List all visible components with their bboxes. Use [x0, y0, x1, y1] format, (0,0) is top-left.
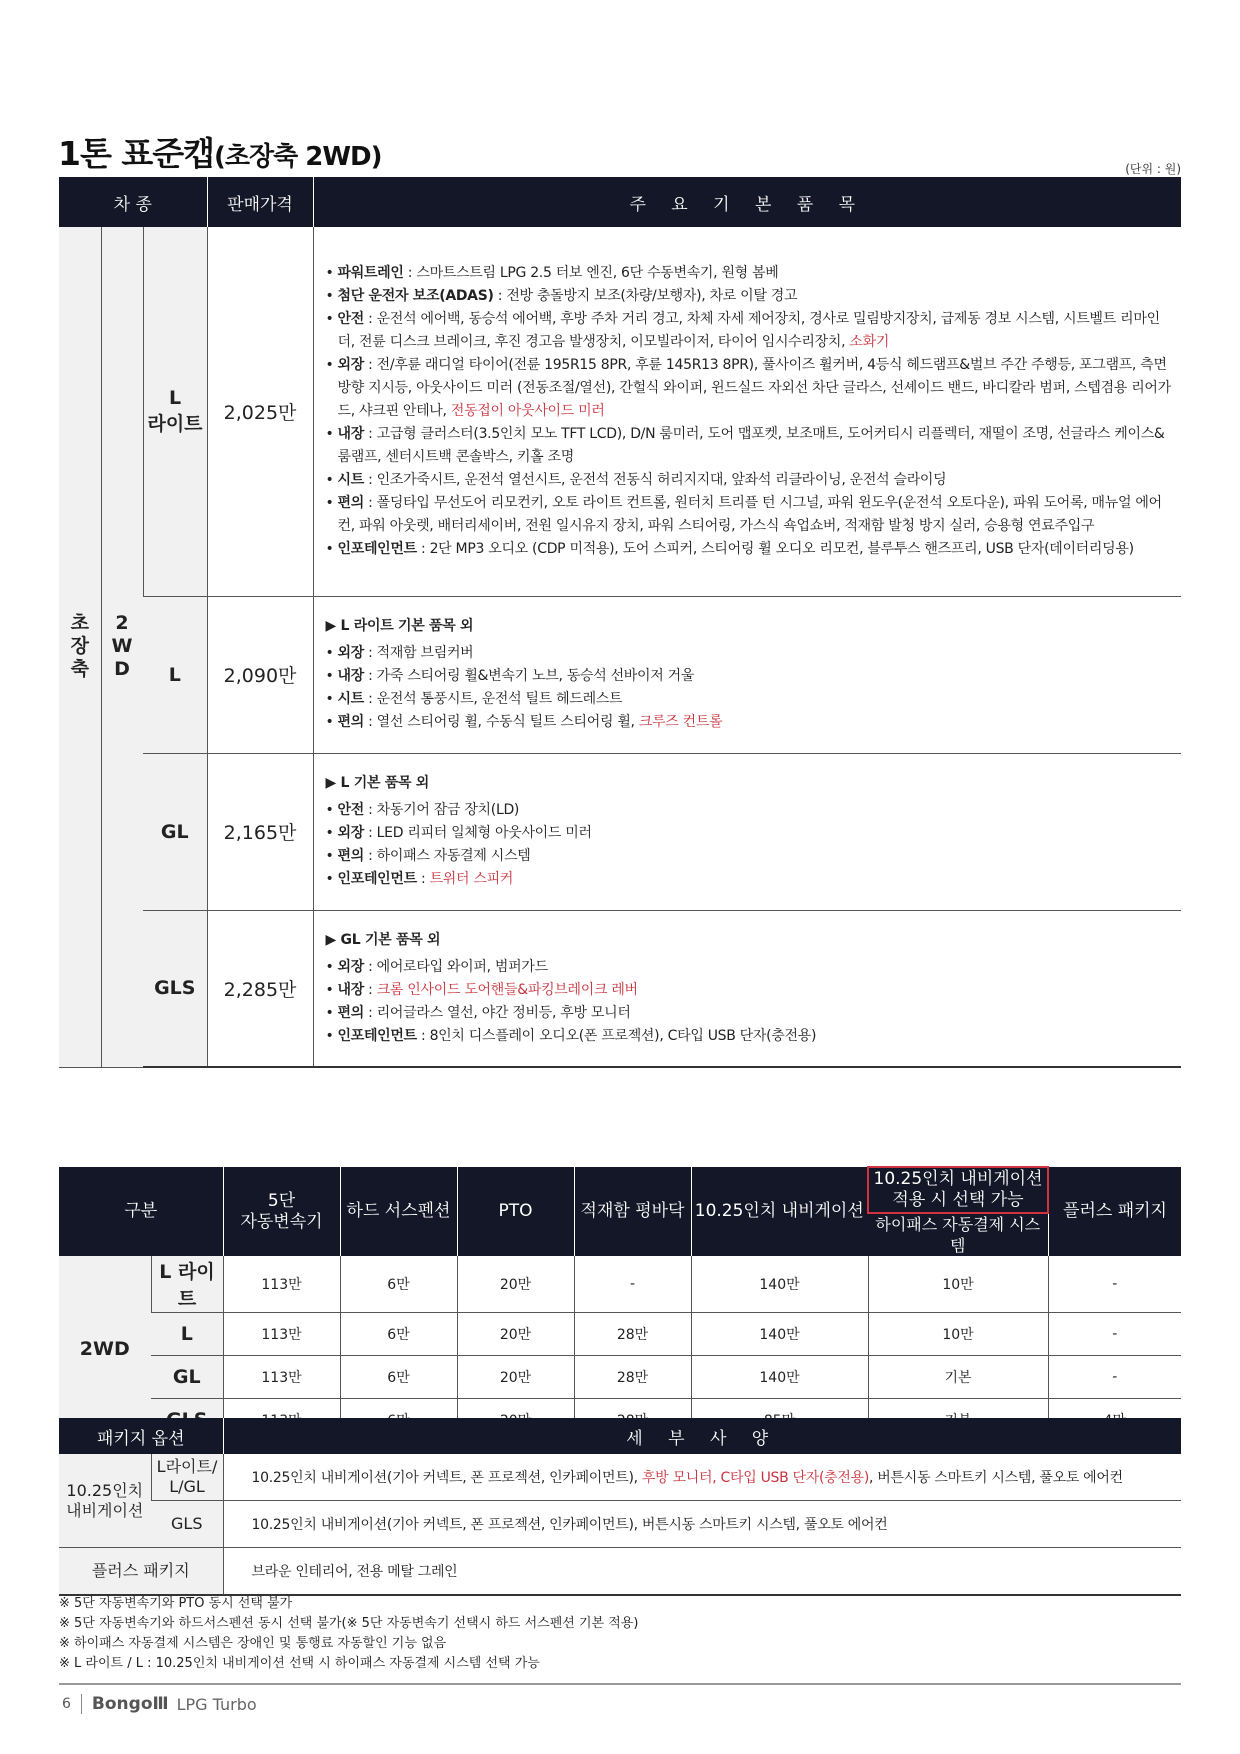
page-title: [58, 128, 382, 175]
feature-item: • 외장 : 적재함 브림커버: [326, 642, 1171, 665]
feature-section-header: ▶ L 라이트 기본 품목 외: [325, 618, 474, 634]
feature-item: • 첨단 운전자 보조(ADAS) : 전방 충돌방지 보조(차량/보행자), 차로 이탈 경고: [326, 285, 1171, 308]
opt-header-transmission: 5단 자동변속기: [223, 1167, 340, 1256]
options-table: [59, 1166, 1181, 1443]
opt-trim: L: [151, 1313, 223, 1356]
feature-item: • 안전 : 차동기어 잠금 장치(LD): [326, 799, 1171, 822]
page-number: 6: [62, 1696, 71, 1712]
opt-value: 28만: [574, 1313, 691, 1356]
price-table: [59, 177, 1181, 1068]
feature-section-header: ▶ L 기본 품목 외: [325, 775, 430, 791]
opt-value: 20만: [457, 1356, 574, 1399]
opt-header-suspension: 하드 서스펜션: [340, 1167, 457, 1256]
feature-item: • 편의 : 리어글라스 열선, 야간 정비등, 후방 모니터: [326, 1002, 1171, 1025]
footer: [62, 1694, 257, 1714]
opt-value: -: [1048, 1313, 1181, 1356]
feature-item: • 외장 : 전/후륜 래디얼 타이어(전륜 195R15 8PR, 후륜 145R13 8PR), 풀사이즈 휠커버, 4등식 헤드램프&벌브 주간 주행등, 포그램프, 측면 방향 지시등, 아웃사이드 미러 (전동조절/열선), 간헐식 와이퍼, 윈드실드 자외선 차단 글라스, 선셰이드 밴드, 바디칼라 범퍼, 스텝겸용 리어가드, 샤크핀 안테나, 전동접이 아웃사이드 미러: [326, 354, 1171, 423]
feature-item: • 인포테인먼트 : 8인치 디스플레이 오디오(폰 프로젝션), C타입 USB 단자(충전용): [326, 1025, 1171, 1048]
feature-item: • 시트 : 인조가죽시트, 운전석 열선시트, 운전석 전동식 허리지지대, 앞좌석 리클라이닝, 운전석 슬라이딩: [326, 469, 1171, 492]
opt-value: 6만: [340, 1256, 457, 1313]
opt-header-pto: PTO: [457, 1167, 574, 1256]
opt-header-category: 구분: [59, 1167, 223, 1256]
feature-item: • 편의 : 하이패스 자동결제 시스템: [326, 845, 1171, 868]
feature-item: • 내장 : 크롬 인사이드 도어핸들&파킹브레이크 레버: [326, 979, 1171, 1002]
note: ※ 5단 자동변속기와 PTO 동시 선택 불가: [59, 1596, 293, 1611]
opt-value: 113만: [223, 1313, 340, 1356]
table-row: [59, 1356, 1181, 1399]
unit-note: (단위 : 원): [1125, 162, 1181, 176]
opt-value: 140만: [691, 1356, 868, 1399]
feature-item: • 인포테인먼트 : 2단 MP3 오디오 (CDP 미적용), 도어 스피커, 스티어링 휠 오디오 리모컨, 블루투스 핸즈프리, USB 단자(데이터리딩용): [326, 538, 1171, 561]
features-l: [313, 596, 1181, 753]
note: ※ 5단 자동변속기와 하드서스펜션 동시 선택 불가(※ 5단 자동변속기 선택시 하드 서스펜션 기본 적용): [59, 1616, 639, 1631]
pkg-row1-desc: 10.25인치 내비게이션(기아 커넥트, 폰 프로젝션, 인카페이먼트), 후방 모니터, C타입 USB 단자(충전용), 버튼시동 스마트키 시스템, 풀오토 에어컨: [223, 1454, 1181, 1501]
feature-item: • 편의 : 열선 스티어링 휠, 수동식 틸트 스티어링 휠, 크루즈 컨트롤: [326, 711, 1171, 734]
feature-item: • 인포테인먼트 : 트위터 스피커: [326, 868, 1171, 891]
pkg-header-option: 패키지 옵션: [59, 1418, 223, 1454]
header-price: 판매가격: [207, 177, 313, 227]
trim-l-lite: L 라이트: [143, 227, 207, 596]
pkg-navi-label: 10.25인치 내비게이션: [59, 1454, 151, 1548]
pkg-plus-label: 플러스 패키지: [59, 1548, 223, 1596]
pkg-row2-desc: 10.25인치 내비게이션(기아 커넥트, 폰 프로젝션, 인카페이먼트), 버튼시동 스마트키 시스템, 풀오토 에어컨: [223, 1501, 1181, 1548]
opt-value: 20만: [457, 1256, 574, 1313]
feature-item: • 안전 : 운전석 에어백, 동승석 에어백, 후방 주차 거리 경고, 차체 자세 제어장치, 경사로 밀림방지장치, 급제동 경보 시스템, 시트벨트 리마인더, 전륜 디스크 브레이크, 후진 경고음 발생장치, 이모빌라이저, 타이어 임시수리장치, 소화기: [326, 308, 1171, 354]
pkg-plus-desc: 브라운 인테리어, 전용 메탈 그레인: [223, 1548, 1181, 1596]
opt-value: 10만: [868, 1313, 1048, 1356]
trim-gls: GLS: [143, 910, 207, 1067]
opt-value: 6만: [340, 1313, 457, 1356]
opt-value: 10만: [868, 1256, 1048, 1313]
opt-header-hipass: 하이패스 자동결제 시스템: [868, 1213, 1048, 1256]
opt-header-navi: 10.25인치 내비게이션: [691, 1167, 868, 1256]
table-row: [59, 1313, 1181, 1356]
feature-item: • 편의 : 폴딩타입 무선도어 리모컨키, 오토 라이트 컨트롤, 원터치 트리플 턴 시그널, 파워 윈도우(운전석 오토다운), 파워 도어록, 매뉴얼 에어컨, 파워 아웃렛, 배터리세이버, 전원 일시유지 장치, 파워 스티어링, 가스식 쇽업쇼버, 적재함 발청 방지 실러, 승용형 연료주입구: [326, 492, 1171, 538]
opt-value: 20만: [457, 1313, 574, 1356]
note: ※ 하이패스 자동결제 시스템은 장애인 및 통행료 자동할인 기능 없음: [59, 1636, 447, 1651]
feature-item: • 내장 : 가죽 스티어링 휠&변속기 노브, 동승석 선바이저 거울: [326, 665, 1171, 688]
opt-value: 113만: [223, 1356, 340, 1399]
group-label: 초 장 축: [59, 227, 101, 1067]
table-row: [59, 1256, 1181, 1313]
pkg-header-detail: 세 부 사 양: [223, 1418, 1181, 1454]
footer-divider: [59, 1683, 1181, 1685]
opt-value: -: [1048, 1356, 1181, 1399]
opt-trim: GL: [151, 1356, 223, 1399]
opt-trim: L 라이트: [151, 1256, 223, 1313]
model-name: LPG Turbo: [176, 1694, 257, 1714]
header-features: 주 요 기 본 품 목: [313, 177, 1181, 227]
trim-l: L: [143, 596, 207, 753]
opt-header-plus: 플러스 패키지: [1048, 1167, 1181, 1256]
opt-value: -: [574, 1256, 691, 1313]
notes: [59, 1594, 638, 1674]
opt-value: 113만: [223, 1256, 340, 1313]
price-gls: 2,285만: [207, 910, 313, 1067]
features-gls: [313, 910, 1181, 1067]
title-main: 1톤 표준캡: [58, 134, 214, 173]
title-sub: (초장축 2WD): [213, 142, 382, 172]
package-table: [59, 1418, 1181, 1596]
feature-item: • 시트 : 운전석 통풍시트, 운전석 틸트 헤드레스트: [326, 688, 1171, 711]
brand-name: BongoⅢ: [91, 1694, 169, 1714]
drive-label: 2 W D: [101, 227, 143, 1067]
feature-item: • 외장 : 에어로타입 와이퍼, 범퍼가드: [326, 956, 1171, 979]
pkg-row2-trim: GLS: [151, 1501, 223, 1548]
pkg-row1-trim: L라이트/ L/GL: [151, 1454, 223, 1501]
feature-item: • 파워트레인 : 스마트스트림 LPG 2.5 터보 엔진, 6단 수동변속기, 원형 봄베: [326, 262, 1171, 285]
feature-item: • 외장 : LED 리피터 일체형 아웃사이드 미러: [326, 822, 1171, 845]
opt-group-label: 2WD: [59, 1256, 151, 1442]
price-l: 2,090만: [207, 596, 313, 753]
opt-value: 6만: [340, 1356, 457, 1399]
note: ※ L 라이트 / L : 10.25인치 내비게이션 선택 시 하이패스 자동결제 시스템 선택 가능: [59, 1656, 540, 1671]
features-gl: [313, 753, 1181, 910]
trim-gl: GL: [143, 753, 207, 910]
header-model: 차 종: [59, 177, 207, 227]
opt-value: 기본: [868, 1356, 1048, 1399]
features-l-lite: [313, 227, 1181, 596]
feature-item: • 내장 : 고급형 클러스터(3.5인치 모노 TFT LCD), D/N 룸미러, 도어 맵포켓, 보조매트, 도어커티시 리플렉터, 재떨이 조명, 선글라스 케이스&룸램프, 센터시트백 콘솔박스, 키홀 조명: [326, 423, 1171, 469]
opt-value: -: [1048, 1256, 1181, 1313]
opt-header-floor: 적재함 평바닥: [574, 1167, 691, 1256]
opt-value: 28만: [574, 1356, 691, 1399]
opt-value: 140만: [691, 1313, 868, 1356]
price-l-lite: 2,025만: [207, 227, 313, 596]
footer-separator: [81, 1694, 82, 1714]
opt-header-navi-select: 10.25인치 내비게이션 적용 시 선택 가능: [868, 1167, 1048, 1213]
feature-section-header: ▶ GL 기본 품목 외: [325, 931, 441, 948]
price-gl: 2,165만: [207, 753, 313, 910]
opt-value: 140만: [691, 1256, 868, 1313]
